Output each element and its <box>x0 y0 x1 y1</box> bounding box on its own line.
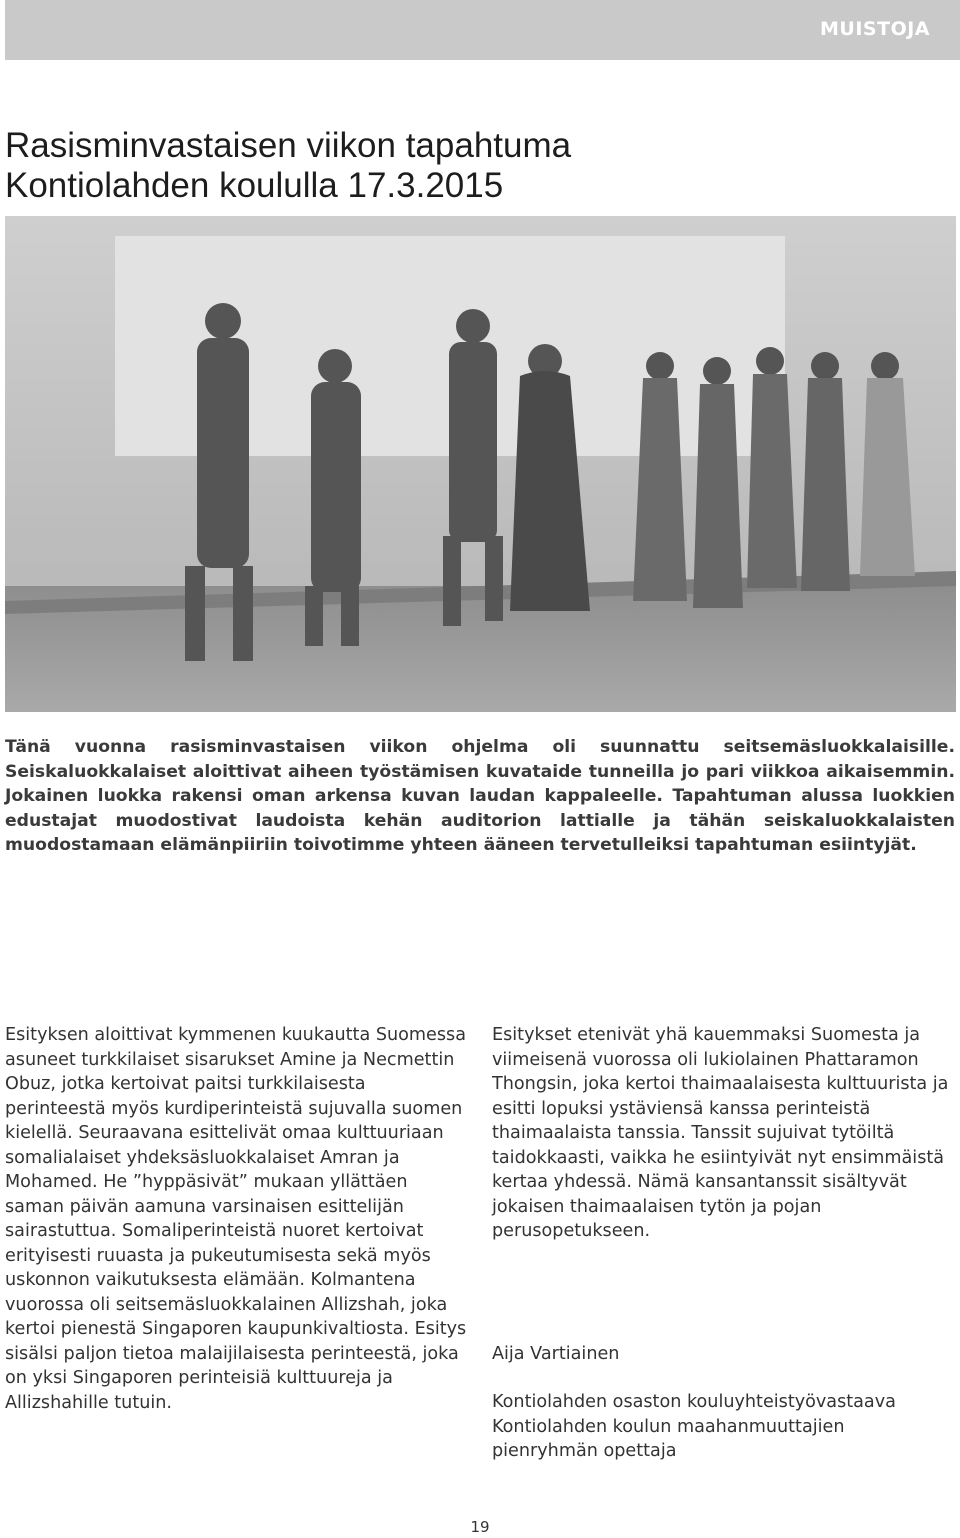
event-photo <box>5 216 956 712</box>
left-column-text: Esityksen aloittivat kymmenen kuukautta Suomessa asuneet turkkilaiset sisarukset Amine ja Necmettin Obuz, jotka kertoivat paitsi turkkilaisesta perinteestä myös kurdiperinteistä sujuvalla suomen kielellä. Seuraavana esittelivät omaa kulttuuriaan somalialaiset yhdeksäsluokkalaiset Amran ja Mohamed. He ”hyppäsivät” mukaan yllättäen saman päivän aamuna varsinaisen esittelijän sairastuttua. Somaliperinteistä nuoret kertoivat erityisesti ruuasta ja pukeutumisesta sekä myös uskonnon vaikutuksesta elämään. Kolmantena vuorossa oli seitsemäsluokkalainen Allizshah, joka kertoi pienestä Singaporen kaupunkivaltiosta. Esitys sisälsi paljon tietoa malaijilaisesta perinteestä, joka on yksi Singaporen perinteisiä kulttuureja ja Allizshahille tutuin. <box>5 1025 467 1413</box>
right-column <box>492 1023 952 1464</box>
article-title <box>5 126 905 206</box>
article-lead: Tänä vuonna rasisminvastaisen viikon ohjelma oli suunnattu seitsemäsluokkalaisille. Seiskaluokkalaiset aloittivat aiheen työstämisen kuvataide tunneilla jo pari viikkoa aikaisemmin. Jokainen luokka rakensi oman arkensa kuvan laudan kappaleelle. Tapahtuman alussa luokkien edustajat muodostivat laudoista kehän auditorion lattialle ja tähän seiskaluokkalaisten muodostamaan elämänpiiriin toivotimme yhteen ääneen tervetulleiksi tapahtuman esiintyjät. <box>5 737 955 855</box>
title-line-2: Kontiolahden koululla 17.3.2015 <box>5 166 504 205</box>
left-column <box>5 1023 467 1415</box>
section-label: MUISTOJA <box>820 18 930 40</box>
event-photo-image <box>5 216 956 712</box>
page-number: 19 <box>470 1518 490 1536</box>
author-role: Kontiolahden osaston kouluyhteistyövastaava Kontiolahden koulun maahanmuuttajien pienryhmän opettaja <box>492 1392 896 1461</box>
right-column-text: Esitykset etenivät yhä kauemmaksi Suomesta ja viimeisenä vuorossa oli lukiolainen Phattaramon Thongsin, joka kertoi thaimaalaisesta kulttuurista ja esitti lopuksi ystäviensä kanssa perinteistä thaimaalaista tanssia. Tanssit sujuivat tytöiltä taidokkaasti, vaikka he esiintyivät nyt ensimmäistä kertaa yhdessä. Nämä kansantanssit sisältyvät jokaisen thaimaalaisen tytön ja pojan perusopetukseen. <box>492 1025 949 1241</box>
header-bar <box>5 0 960 60</box>
title-line-1: Rasisminvastaisen viikon tapahtuma <box>5 126 572 165</box>
author-name: Aija Vartiainen <box>492 1343 620 1364</box>
